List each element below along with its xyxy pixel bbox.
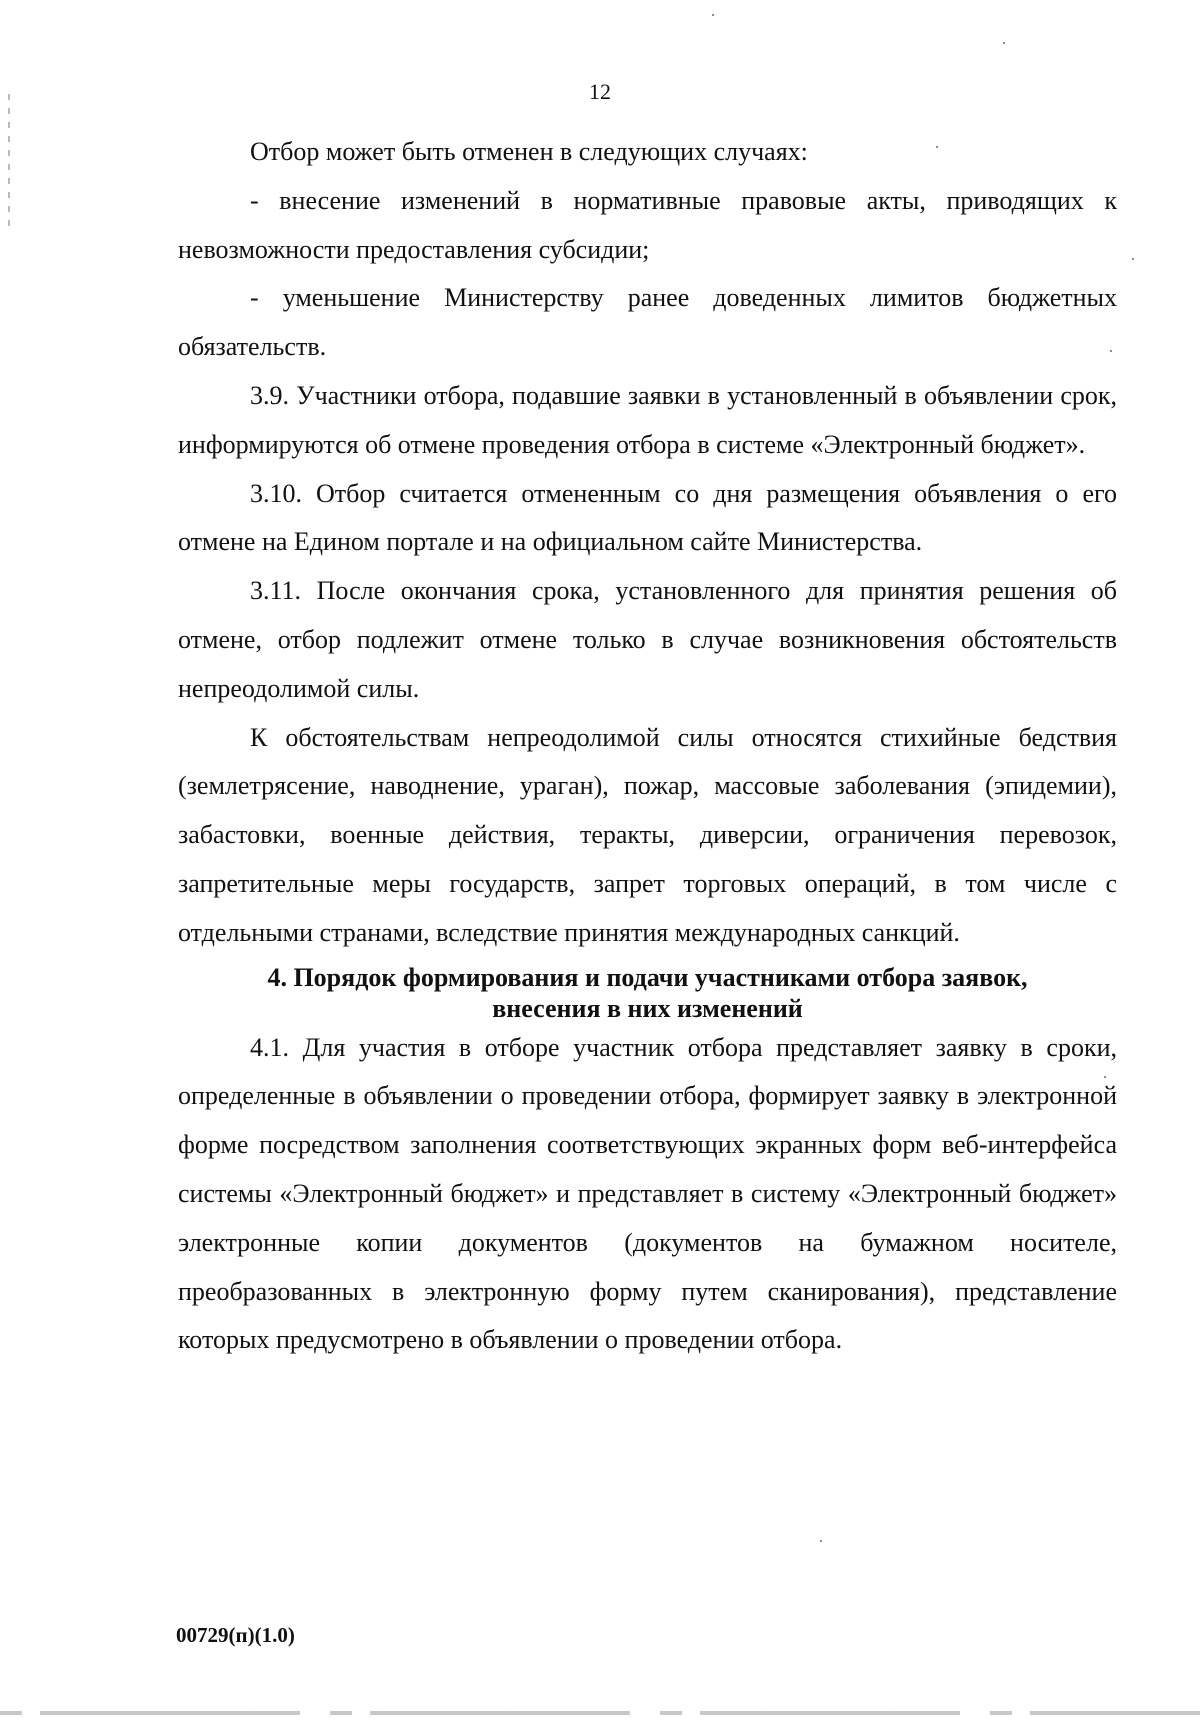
section-heading-line-1: 4. Порядок формирования и подачи участниками отбора заявок, (267, 962, 1028, 992)
paragraph-3-10: 3.10. Отбор считается отмененным со дня размещения объявления о его отмене на Едином портале и на официальном сайте Министерства. (178, 478, 1117, 557)
section-heading-line-2: внесения в них изменений (492, 993, 803, 1023)
scan-footer-edge (0, 1711, 1200, 1715)
paragraph-3-9: 3.9. Участники отбора, подавшие заявки в установленный в объявлении срок, информируются об отмене проведения отбора в системе «Электронный бюджет». (178, 380, 1117, 459)
scan-margin-marks (8, 94, 10, 234)
scan-speck (712, 14, 714, 16)
paragraph-cancellation-cases: Отбор может быть отменен в следующих случаях: (250, 137, 808, 166)
paragraph-force-majeure: К обстоятельствам непреодолимой силы относятся стихийные бедствия (землетрясение, наводнение, ураган), пожар, массовые заболевания (эпидемии), забастовки, военные действия, теракты, диверсии, ограничения перевозок, запретительные меры государств, запрет торговых операций, в том числе с отдельными странами, вследствие принятия международных санкций. (178, 722, 1117, 947)
document-body (178, 128, 1117, 1365)
paragraph-case-budget-limits: - уменьшение Министерству ранее доведенных лимитов бюджетных обязательств. (178, 283, 1117, 362)
paragraph-case-legal-changes: - внесение изменений в нормативные правовые акты, приводящих к невозможности предоставления субсидии; (178, 185, 1117, 264)
page-number: 12 (589, 79, 611, 104)
section-heading-4 (178, 962, 1117, 1024)
paragraph-3-11: 3.11. После окончания срока, установленного для принятия решения об отмене, отбор подлежит отмене только в случае возникновения обстоятельств непреодолимой силы. (178, 576, 1117, 703)
scan-speck (1003, 42, 1005, 44)
paragraph-4-1: 4.1. Для участия в отборе участник отбора представляет заявку в сроки, определенные в объявлении о проведении отбора, формирует заявку в электронной форме посредством заполнения соответствующих экранных форм веб-интерфейса системы «Электронный бюджет» и представляет в систему «Электронный бюджет» электронные копии документов (документов на бумажном носителе, преобразованных в электронную форму путем сканирования), представление которых предусмотрено в объявлении о проведении отбора. (178, 1032, 1117, 1355)
document-code: 00729(п)(1.0) (176, 1623, 295, 1647)
scan-speck (1132, 258, 1134, 260)
scan-speck (820, 1540, 822, 1542)
